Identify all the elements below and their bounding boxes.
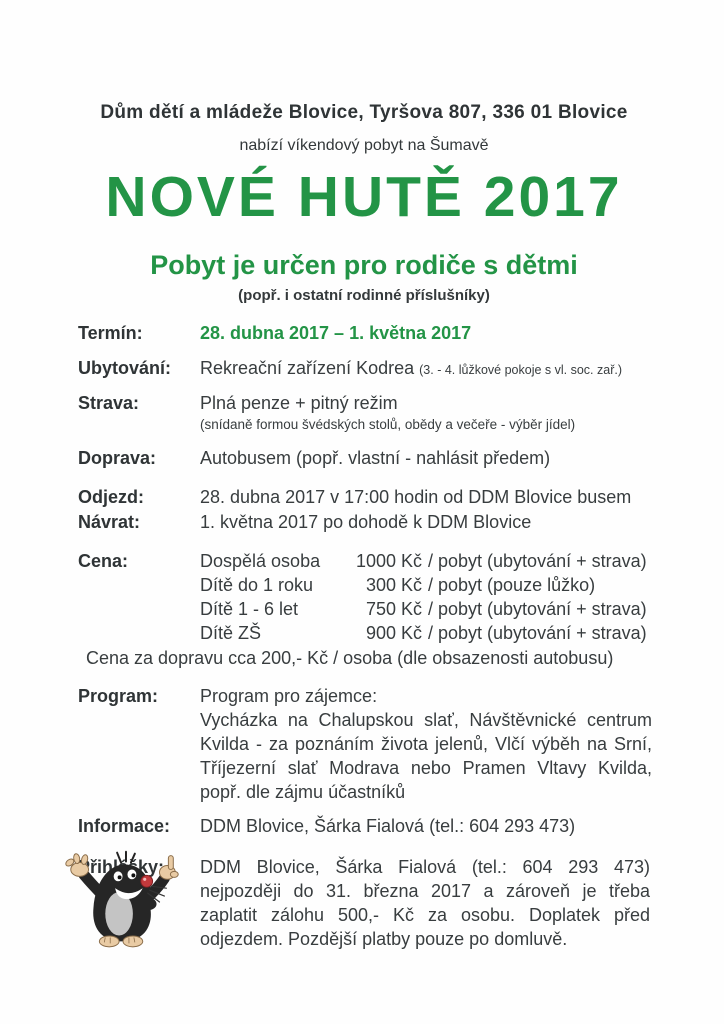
price-rest: / pobyt (ubytování + strava) <box>428 599 647 619</box>
row-program <box>78 684 650 804</box>
program-body: Vycházka na Chalupskou slať, Návštěvnické centrum Kvilda - za poznáním života jelenů, Vlčí výběh na Srní, Tříjezerní slať Modrava nebo Pramen Vltavy Kvilda, popř. dle zájmu účastníků <box>200 710 652 802</box>
subtitle-note: (popř. i ostatní rodinné příslušníky) <box>238 287 490 304</box>
price-row-child-1-6 <box>200 597 647 621</box>
strava-value <box>200 393 575 432</box>
page-subtitle: Pobyt je určen pro rodiče s dětmi <box>150 250 578 280</box>
row-doprava <box>78 448 650 469</box>
program-value <box>200 684 652 804</box>
ubytovani-label: Ubytování: <box>78 358 172 378</box>
termin-label: Termín: <box>78 323 143 343</box>
doprava-label: Doprava: <box>78 448 157 468</box>
offer-tagline: nabízí víkendový pobyt na Šumavě <box>239 137 489 154</box>
price-row-child-zs <box>200 621 647 645</box>
price-row-infant <box>200 573 647 597</box>
price-amount: 900 Kč <box>365 623 422 643</box>
price-rest: / pobyt (pouze lůžko) <box>428 575 596 595</box>
row-navrat <box>78 512 650 533</box>
strava-note: (snídaně formou švédských stolů, obědy a večeře - výběr jídel) <box>200 417 576 432</box>
price-rest: / pobyt (ubytování + strava) <box>428 551 647 571</box>
row-ubytovani <box>78 358 650 379</box>
price-who: Dospělá osoba <box>200 551 321 571</box>
program-intro: Program pro zájemce: <box>200 686 378 706</box>
mole-mascot-icon <box>56 850 194 950</box>
doprava-value: Autobusem (popř. vlastní - nahlásit předem) <box>200 448 551 468</box>
cena-label: Cena: <box>78 551 129 571</box>
price-who: Dítě 1 - 6 let <box>200 599 299 619</box>
row-informace <box>78 816 650 837</box>
informace-value: DDM Blovice, Šárka Fialová (tel.: 604 293 473) <box>200 816 576 836</box>
odjezd-label: Odjezd: <box>78 487 144 507</box>
strava-main: Plná penze + pitný režim <box>200 393 398 413</box>
price-who: Dítě do 1 roku <box>200 575 314 595</box>
row-odjezd <box>78 487 650 508</box>
price-amount: 1000 Kč <box>355 551 422 571</box>
price-rest: / pobyt (ubytování + strava) <box>428 623 647 643</box>
program-label: Program: <box>78 686 159 706</box>
transport-price-note: Cena za dopravu cca 200,- Kč / osoba (dle obsazenosti autobusu) <box>86 648 614 668</box>
navrat-label: Návrat: <box>78 512 141 532</box>
organization-address: Dům dětí a mládeže Blovice, Tyršova 807, 336 01 Blovice <box>100 102 628 123</box>
prihlasky-body: DDM Blovice, Šárka Fialová (tel.: 604 293 473) nejpozději do 31. března 2017 a zároveň je třeba zaplatit zálohu 500,- Kč za osobu. Doplatek před odjezdem. Pozdější platby pouze po domluvě. <box>200 857 650 949</box>
ubytovani-main: Rekreační zařízení Kodrea <box>200 358 415 378</box>
ubytovani-note: (3. - 4. lůžkové pokoje s vl. soc. zař.) <box>419 363 622 377</box>
informace-label: Informace: <box>78 816 171 836</box>
navrat-value: 1. května 2017 po dohodě k DDM Blovice <box>200 512 532 532</box>
strava-label: Strava: <box>78 393 140 413</box>
price-amount: 750 Kč <box>365 599 422 619</box>
row-termin <box>78 323 650 344</box>
row-cena <box>78 549 650 645</box>
price-amount: 300 Kč <box>365 575 422 595</box>
ubytovani-value <box>200 358 622 379</box>
row-strava <box>78 393 650 432</box>
odjezd-value: 28. dubna 2017 v 17:00 hodin od DDM Blovice busem <box>200 487 632 507</box>
price-table <box>200 549 647 645</box>
page-title: NOVÉ HUTĚ 2017 <box>105 165 623 229</box>
price-row-adult <box>200 549 647 573</box>
termin-value: 28. dubna 2017 – 1. května 2017 <box>200 323 472 343</box>
price-who: Dítě ZŠ <box>200 623 262 643</box>
